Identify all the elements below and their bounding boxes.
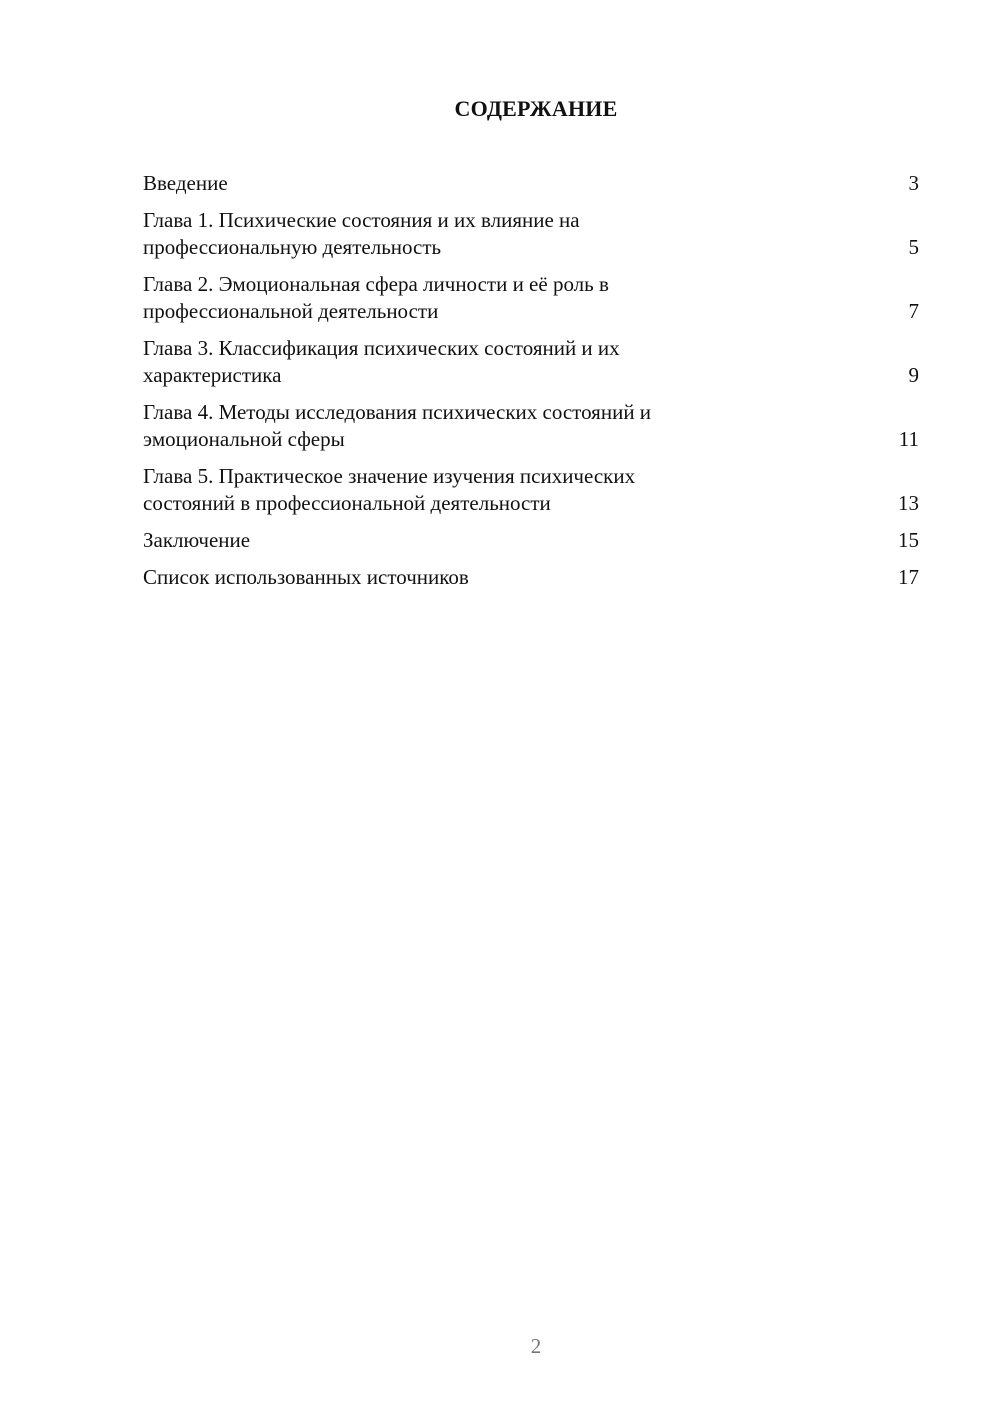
toc-entry-label-line1: Глава 5. Практическое значение изучения психических xyxy=(143,464,636,488)
toc-entry-page: 5 xyxy=(908,235,919,259)
toc-entry-chapter-1 xyxy=(143,207,919,261)
toc-entry-page: 13 xyxy=(898,491,919,515)
toc-entry-page: 3 xyxy=(908,171,919,195)
toc-entry-label: Введение xyxy=(143,171,228,195)
toc-entry-label-line2: состояний в профессиональной деятельности xyxy=(143,491,551,515)
toc-entry-label-line1: Глава 1. Психические состояния и их влияние на xyxy=(143,208,580,232)
toc-entry-label-line1: Глава 3. Классификация психических состояний и их xyxy=(143,336,620,360)
toc-entry-page: 7 xyxy=(908,299,919,323)
toc-entry-label: Список использованных источников xyxy=(143,565,469,589)
toc-entry-label-line2: профессиональной деятельности xyxy=(143,299,439,323)
toc-entry-label xyxy=(143,399,651,453)
toc-entry-conclusion xyxy=(143,527,919,554)
table-of-contents xyxy=(143,170,919,601)
toc-entry-references xyxy=(143,564,919,591)
page-title: СОДЕРЖАНИЕ xyxy=(454,96,618,121)
toc-entry-label: Заключение xyxy=(143,528,251,552)
toc-entry-page: 17 xyxy=(898,565,919,589)
toc-entry-page: 15 xyxy=(898,528,919,552)
toc-entry-page: 9 xyxy=(908,363,919,387)
toc-entry-chapter-5 xyxy=(143,463,919,517)
toc-entry-label xyxy=(143,207,580,261)
toc-entry-page: 11 xyxy=(898,427,919,451)
toc-entry-chapter-3 xyxy=(143,335,919,389)
toc-entry-chapter-4 xyxy=(143,399,919,453)
toc-entry-label-line1: Глава 4. Методы исследования психических состояний и xyxy=(143,400,652,424)
toc-entry-label-line1: Глава 2. Эмоциональная сфера личности и её роль в xyxy=(143,272,609,296)
toc-entry-label xyxy=(143,335,620,389)
toc-entry-label-line2: характеристика xyxy=(143,363,282,387)
toc-entry-label xyxy=(143,463,635,517)
toc-entry-label-line2: профессиональную деятельность xyxy=(143,235,442,259)
toc-entry-chapter-2 xyxy=(143,271,919,325)
toc-entry-label-line2: эмоциональной сферы xyxy=(143,427,345,451)
toc-entry-introduction xyxy=(143,170,919,197)
page-number: 2 xyxy=(530,1334,542,1358)
toc-entry-label xyxy=(143,271,609,325)
